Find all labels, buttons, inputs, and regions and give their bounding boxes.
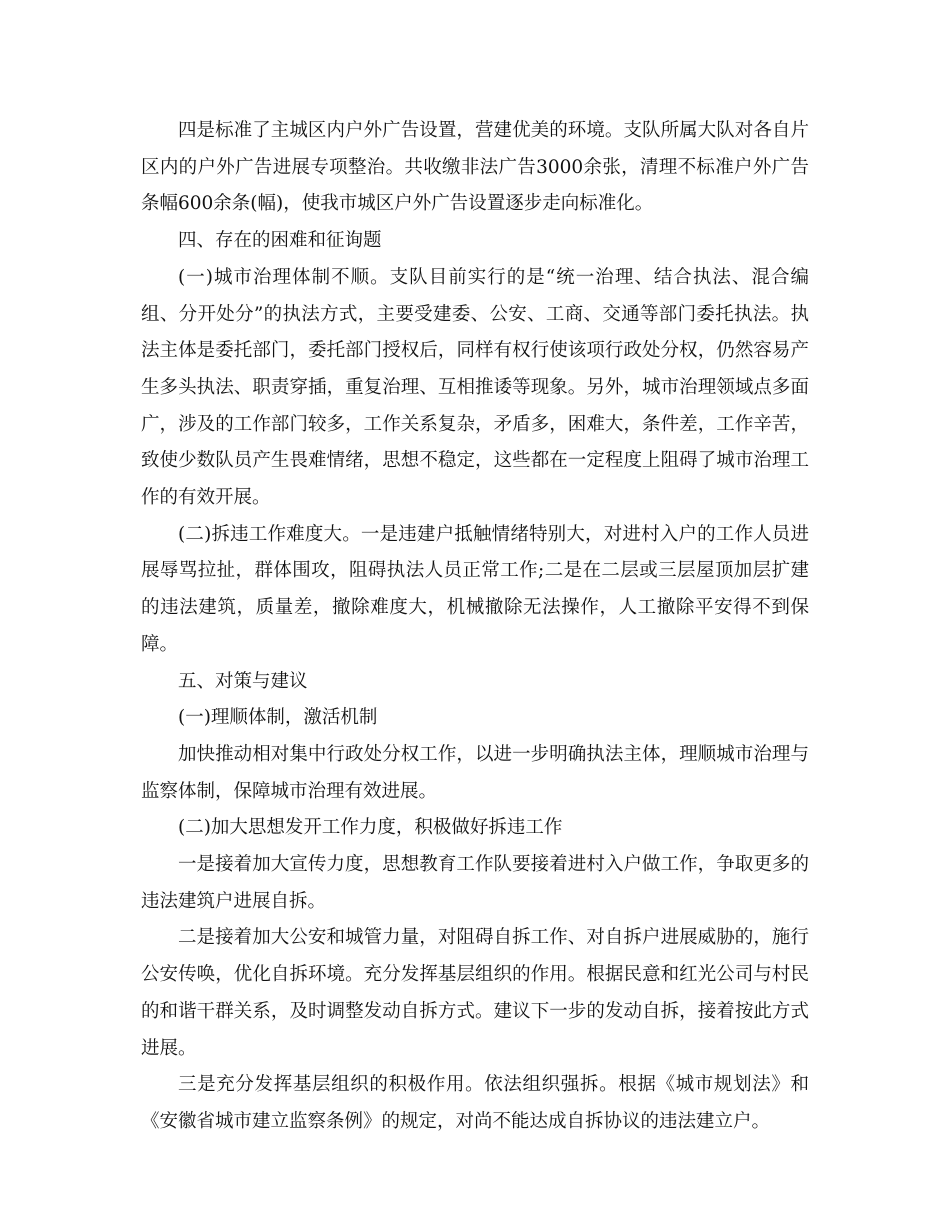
paragraph-management-system: (一)城市治理体制不顺。支队目前实行的是“统一治理、结合执法、混合编组、分开处分”的执法方式，主要受建委、公安、工商、交通等部门委托执法。执法主体是委托部门，委托部门授权后，同样有权行使该项行政处分权，仍然容易产生多头执法、职责穿插，重复治理、互相推诿等现象。另外，城市治理领域点多面广，涉及的工作部门较多，工作关系复杂，矛盾多，困难大，条件差，工作辛苦，致使少数队员产生畏难情绪，思想不稳定，这些都在一定程度上阻碍了城市治理工作的有效开展。 — [141, 266, 809, 509]
paragraph-outdoor-ads: 四是标准了主城区内户外广告设置，营建优美的环境。支队所属大队对各自片区内的户外广告进展专项整治。共收缴非法广告3000余张，清理不标准户外广告条幅600余条(幅)，使我市城区户外广告设置逐步走向标准化。 — [141, 120, 809, 215]
document-page — [141, 113, 809, 1141]
subheading-demolition-work: (二)加大思想发开工作力度，积极做好拆违工作 — [178, 817, 563, 839]
paragraph-police-support: 二是接着加大公安和城管力量，对阻碍自拆工作、对自拆户进展威胁的，施行公安传唤，优化自拆环境。充分发挥基层组织的作用。根据民意和红光公司与村民的和谐干群关系，及时调整发动自拆方式。建议下一步的发动自拆，接着按此方式进展。 — [141, 927, 809, 1059]
paragraph-grassroots-organization: 三是充分发挥基层组织的积极作用。依法组织强拆。根据《城市规划法》和《安徽省城市建立监察条例》的规定，对尚不能达成自拆协议的违法建立户。 — [141, 1074, 809, 1132]
heading-difficulties: 四、存在的困难和征询题 — [178, 230, 382, 252]
paragraph-publicity: 一是接着加大宣传力度，思想教育工作队要接着进村入户做工作，争取更多的违法建筑户进展自拆。 — [141, 854, 809, 912]
paragraph-demolition-difficulty: (二)拆违工作难度大。一是违建户抵触情绪特别大，对进村入户的工作人员进展辱骂拉扯，群体围攻，阻碍执法人员正常工作;二是在二层或三层屋顶加层扩建的违法建筑，质量差，撤除难度大，机械撤除无法操作，人工撤除平安得不到保障。 — [141, 523, 809, 655]
heading-countermeasures: 五、对策与建议 — [178, 670, 308, 692]
subheading-system-mechanism: (一)理顺体制，激活机制 — [178, 707, 378, 729]
paragraph-system-reform: 加快推动相对集中行政处分权工作，以进一步明确执法主体，理顺城市治理与监察体制，保障城市治理有效进展。 — [141, 743, 809, 802]
